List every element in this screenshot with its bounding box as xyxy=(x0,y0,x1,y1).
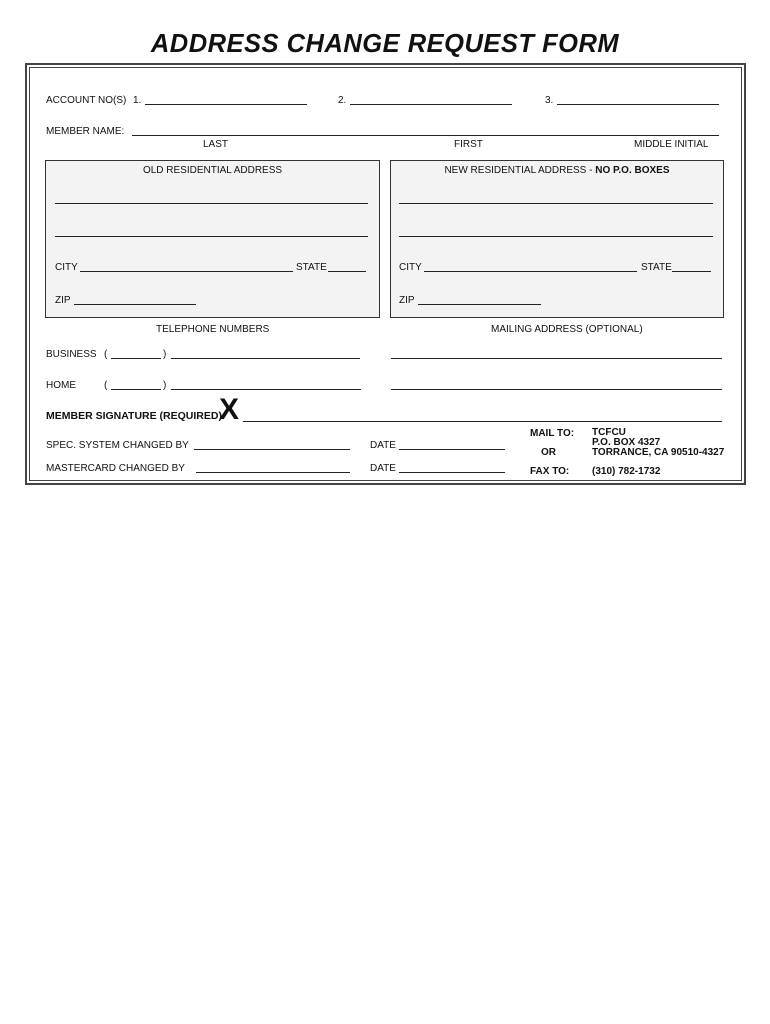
mailing-address-line-2[interactable] xyxy=(391,389,722,390)
new-address-line-2[interactable] xyxy=(399,236,713,237)
new-address-box xyxy=(390,160,724,318)
account-2-field[interactable] xyxy=(350,104,512,105)
account-label: ACCOUNT NO(S) xyxy=(46,95,127,106)
new-city-label: CITY xyxy=(399,262,422,273)
mastercard-field[interactable] xyxy=(196,472,350,473)
home-phone-label: HOME xyxy=(46,380,76,391)
mail-to-label: MAIL TO: xyxy=(530,428,575,439)
member-name-label: MEMBER NAME: xyxy=(46,126,125,137)
new-zip-label: ZIP xyxy=(399,295,415,306)
member-name-field[interactable] xyxy=(132,135,719,136)
old-address-box xyxy=(45,160,380,318)
account-2-label: 2. xyxy=(338,95,347,106)
signature-x-mark: X xyxy=(219,393,240,426)
no-po-boxes-note: NO P.O. BOXES xyxy=(595,165,670,176)
telephone-heading: TELEPHONE NUMBERS xyxy=(156,324,270,335)
form-title: ADDRESS CHANGE REQUEST FORM xyxy=(150,30,620,58)
business-paren-close: ) xyxy=(163,349,167,360)
spec-date-field[interactable] xyxy=(399,449,505,450)
home-paren-open: ( xyxy=(104,380,108,391)
last-name-caption: LAST xyxy=(203,139,229,150)
spec-date-label: DATE xyxy=(370,440,396,451)
mastercard-label: MASTERCARD CHANGED BY xyxy=(46,463,185,474)
new-address-heading-text: NEW RESIDENTIAL ADDRESS - xyxy=(444,165,596,176)
member-signature-field[interactable] xyxy=(243,421,722,422)
account-1-label: 1. xyxy=(133,95,142,106)
mastercard-date-label: DATE xyxy=(370,463,396,474)
new-state-label: STATE xyxy=(641,262,672,273)
old-city-label: CITY xyxy=(55,262,78,273)
account-1-field[interactable] xyxy=(145,104,307,105)
new-state-field[interactable] xyxy=(672,271,711,272)
business-area-code-field[interactable] xyxy=(111,358,161,359)
old-address-heading: OLD RESIDENTIAL ADDRESS xyxy=(142,165,283,176)
or-label: OR xyxy=(541,447,556,458)
new-address-heading xyxy=(390,165,724,176)
business-phone-field[interactable] xyxy=(171,358,360,359)
home-area-code-field[interactable] xyxy=(111,389,161,390)
old-zip-field[interactable] xyxy=(74,304,196,305)
home-phone-field[interactable] xyxy=(171,389,361,390)
mastercard-date-field[interactable] xyxy=(399,472,505,473)
spec-system-label: SPEC. SYSTEM CHANGED BY xyxy=(46,440,189,451)
spec-system-field[interactable] xyxy=(194,449,350,450)
home-paren-close: ) xyxy=(163,380,167,391)
mailing-address-line-1[interactable] xyxy=(391,358,722,359)
fax-number: (310) 782-1732 xyxy=(592,466,661,477)
middle-initial-caption: MIDDLE INITIAL xyxy=(634,139,709,150)
account-3-field[interactable] xyxy=(557,104,719,105)
account-3-label: 3. xyxy=(545,95,554,106)
new-city-field[interactable] xyxy=(424,271,637,272)
member-signature-label: MEMBER SIGNATURE (REQUIRED) xyxy=(46,410,222,422)
new-address-line-1[interactable] xyxy=(399,203,713,204)
mail-to-box: P.O. BOX 4327 xyxy=(592,437,661,448)
business-phone-label: BUSINESS xyxy=(46,349,97,360)
old-state-field[interactable] xyxy=(328,271,366,272)
mail-to-city: TORRANCE, CA 90510-4327 xyxy=(592,447,725,458)
old-address-line-2[interactable] xyxy=(55,236,368,237)
mail-to-name: TCFCU xyxy=(592,427,626,438)
old-zip-label: ZIP xyxy=(55,295,71,306)
fax-to-label: FAX TO: xyxy=(530,466,570,477)
business-paren-open: ( xyxy=(104,349,108,360)
new-zip-field[interactable] xyxy=(418,304,541,305)
old-state-label: STATE xyxy=(296,262,327,273)
old-address-line-1[interactable] xyxy=(55,203,368,204)
first-name-caption: FIRST xyxy=(454,139,483,150)
old-city-field[interactable] xyxy=(80,271,293,272)
mailing-address-heading: MAILING ADDRESS (OPTIONAL) xyxy=(491,324,643,335)
